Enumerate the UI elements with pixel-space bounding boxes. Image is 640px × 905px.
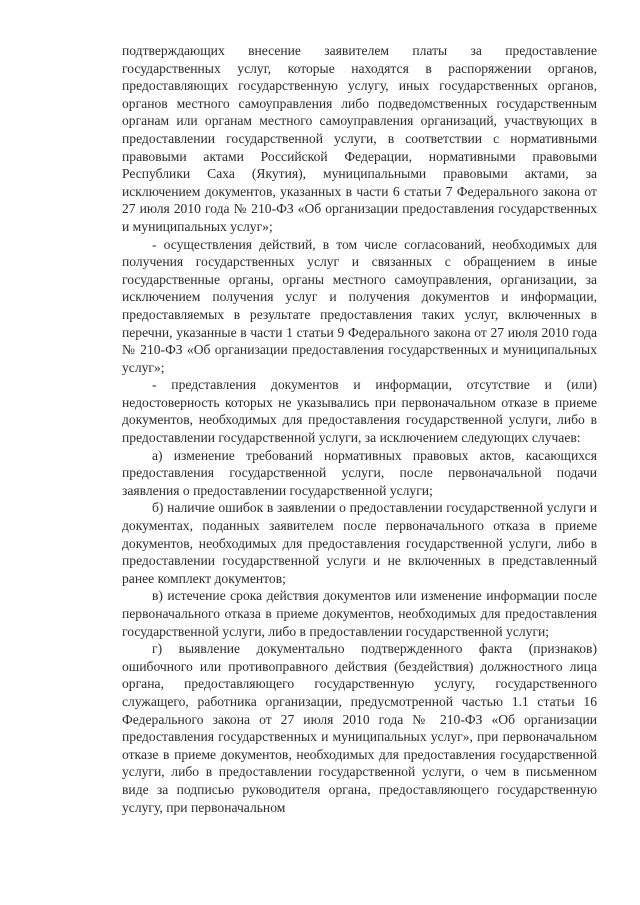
paragraph-1: подтверждающих внесение заявителем платы за предоставление государственных услуг, которые находятся в распоряжении органов, предоставляющих государственную услугу, иных государственных органов, органов местного самоуправления либо подведомственных государственным органам или органам местного самоуправления организаций, участвующих в предоставлении государственной услуги, в соответствии с нормативными правовыми актами Российской Федерации, нормативными правовыми Республики Саха (Якутия), муниципальными правовыми актами, за исключением документов, указанных в части 6 статьи 7 Федерального закона от 27 июля 2010 года № 210-ФЗ «Об организации предоставления государственных и муниципальных услуг»;: [122, 43, 597, 234]
paragraph-5-item-b: б) наличие ошибок в заявлении о предоставлении государственной услуги и документах, поданных заявителем после первоначального отказа в приеме документов, необходимых для предоставления государственной услуги, либо в предоставлении государственной услуги и не включенных в представленный ранее комплект документов;: [122, 500, 597, 586]
paragraph-2: - осуществления действий, в том числе согласований, необходимых для получения государственных услуг и связанных с обращением в иные государственные органы, органы местного самоуправления, организации, за исключением получения услуг и получения документов и информации, предоставляемых в результате предоставления таких услуг, включенных в перечни, указанные в части 1 статьи 9 Федерального закона от 27 июля 2010 года № 210-ФЗ «Об организации предоставления государственных и муниципальных услуг»;: [122, 236, 597, 375]
paragraph-6-item-v: в) истечение срока действия документов или изменение информации после первоначального отказа в приеме документов, необходимых для предоставления государственной услуги, либо в предоставлении государственной услуги;: [122, 588, 597, 639]
paragraph-7-item-g: г) выявление документально подтвержденного факта (признаков) ошибочного или противоправного действия (бездействия) должностного лица органа, предоставляющего государственную услугу, государственного служащего, работника организации, предусмотренной частью 1.1 статьи 16 Федерального закона от 27 июля 2010 года № 210-ФЗ «Об организации предоставления государственных и муниципальных услуг», при первоначальном отказе в приеме документов, необходимых для предоставления государственной услуги, либо в предоставлении государственной услуги, о чем в письменном виде за подписью руководителя органа, предоставляющего государственную услугу, при первоначальном: [122, 641, 597, 815]
paragraph-3: - представления документов и информации, отсутствие и (или) недостоверность которых не указывались при первоначальном отказе в приеме документов, необходимых для предоставления государственной услуги, либо в предоставлении государственной услуги, за исключением следующих случаев:: [122, 377, 597, 446]
document-text-body: [122, 42, 597, 816]
paragraph-4-item-a: а) изменение требований нормативных правовых актов, касающихся предоставления государственной услуги, после первоначальной подачи заявления о предоставлении государственной услуги;: [122, 447, 597, 498]
